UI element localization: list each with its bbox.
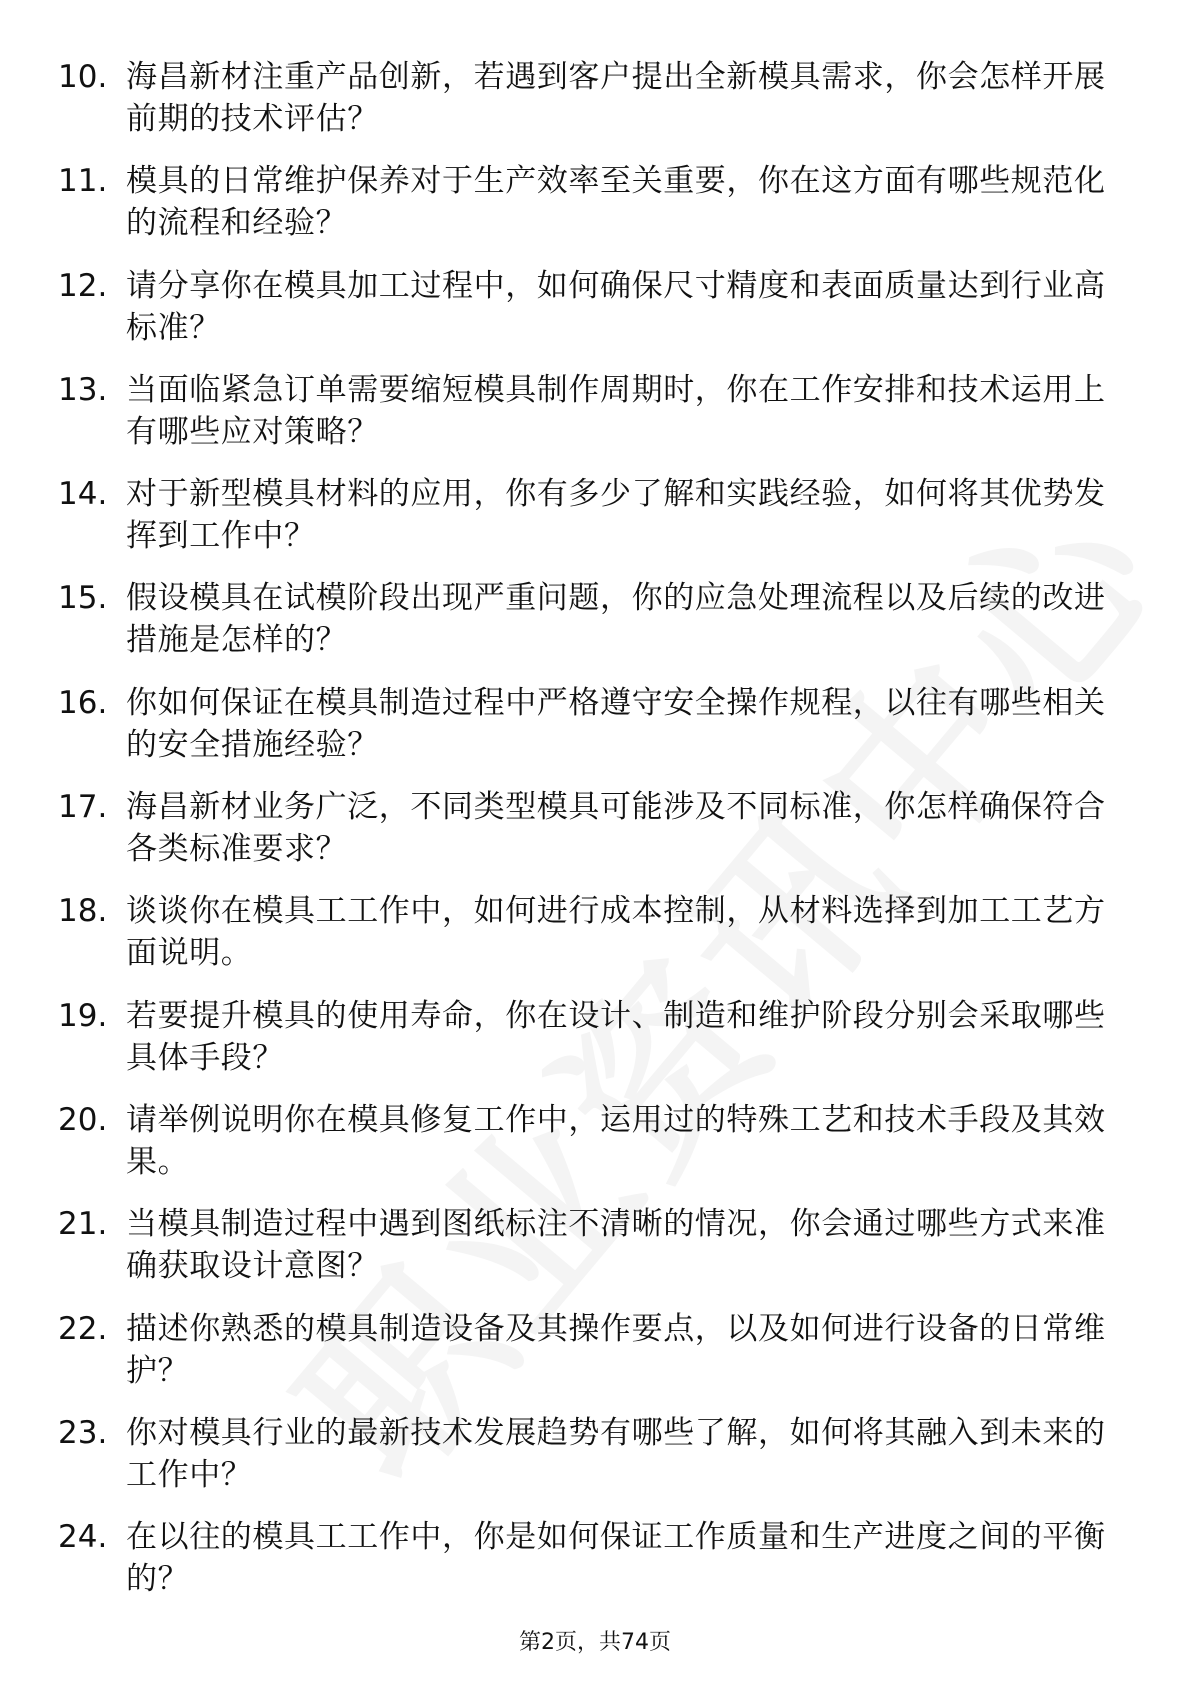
question-text: 描述你熟悉的模具制造设备及其操作要点，以及如何进行设备的日常维护？	[126, 1310, 1106, 1389]
question-number: 11.	[58, 163, 108, 200]
question-item	[58, 1308, 1118, 1412]
question-item	[58, 890, 1118, 994]
question-number: 12.	[58, 267, 108, 304]
question-item	[58, 160, 1118, 264]
question-item	[58, 56, 1118, 160]
question-text: 当面临紧急订单需要缩短模具制作周期时，你在工作安排和技术运用上有哪些应对策略？	[126, 371, 1106, 450]
question-text: 谈谈你在模具工工作中，如何进行成本控制，从材料选择到加工工艺方面说明。	[126, 893, 1106, 972]
question-list	[58, 56, 1118, 1620]
question-text: 假设模具在试模阶段出现严重问题，你的应急处理流程以及后续的改进措施是怎样的？	[126, 580, 1106, 659]
question-text: 请分享你在模具加工过程中，如何确保尺寸精度和表面质量达到行业高标准？	[126, 267, 1106, 346]
question-item	[58, 473, 1118, 577]
question-item	[58, 265, 1118, 369]
question-text: 模具的日常维护保养对于生产效率至关重要，你在这方面有哪些规范化的流程和经验？	[126, 163, 1106, 242]
question-number: 13.	[58, 371, 108, 408]
question-number: 20.	[58, 1101, 108, 1138]
question-item	[58, 995, 1118, 1099]
question-number: 19.	[58, 997, 108, 1034]
question-item	[58, 1412, 1118, 1516]
question-text: 你如何保证在模具制造过程中严格遵守安全操作规程，以往有哪些相关的安全措施经验？	[126, 684, 1106, 763]
question-text: 对于新型模具材料的应用，你有多少了解和实践经验，如何将其优势发挥到工作中？	[126, 476, 1106, 555]
question-text: 在以往的模具工工作中，你是如何保证工作质量和生产进度之间的平衡的？	[126, 1519, 1106, 1598]
question-item	[58, 786, 1118, 890]
question-number: 16.	[58, 684, 108, 721]
question-item	[58, 1203, 1118, 1307]
question-number: 24.	[58, 1519, 108, 1556]
page-footer: 第2页，共74页	[519, 1630, 671, 1655]
question-text: 海昌新材业务广泛，不同类型模具可能涉及不同标准，你怎样确保符合各类标准要求？	[126, 789, 1106, 868]
question-text: 海昌新材注重产品创新，若遇到客户提出全新模具需求，你会怎样开展前期的技术评估？	[126, 59, 1106, 137]
question-number: 22.	[58, 1310, 108, 1347]
question-item	[58, 369, 1118, 473]
question-number: 23.	[58, 1414, 108, 1451]
question-item	[58, 682, 1118, 786]
question-number: 10.	[58, 59, 108, 95]
question-text: 若要提升模具的使用寿命，你在设计、制造和维护阶段分别会采取哪些具体手段？	[126, 997, 1106, 1076]
question-number: 21.	[58, 1206, 108, 1243]
question-text: 当模具制造过程中遇到图纸标注不清晰的情况，你会通过哪些方式来准确获取设计意图？	[126, 1206, 1106, 1285]
question-number: 18.	[58, 893, 108, 930]
question-item	[58, 577, 1118, 681]
question-item	[58, 1516, 1118, 1620]
question-number: 14.	[58, 476, 108, 513]
question-text: 请举例说明你在模具修复工作中，运用过的特殊工艺和技术手段及其效果。	[126, 1101, 1106, 1180]
question-text: 你对模具行业的最新技术发展趋势有哪些了解，如何将其融入到未来的工作中？	[126, 1414, 1106, 1493]
question-item	[58, 1099, 1118, 1203]
question-number: 15.	[58, 580, 108, 617]
question-number: 17.	[58, 789, 108, 826]
